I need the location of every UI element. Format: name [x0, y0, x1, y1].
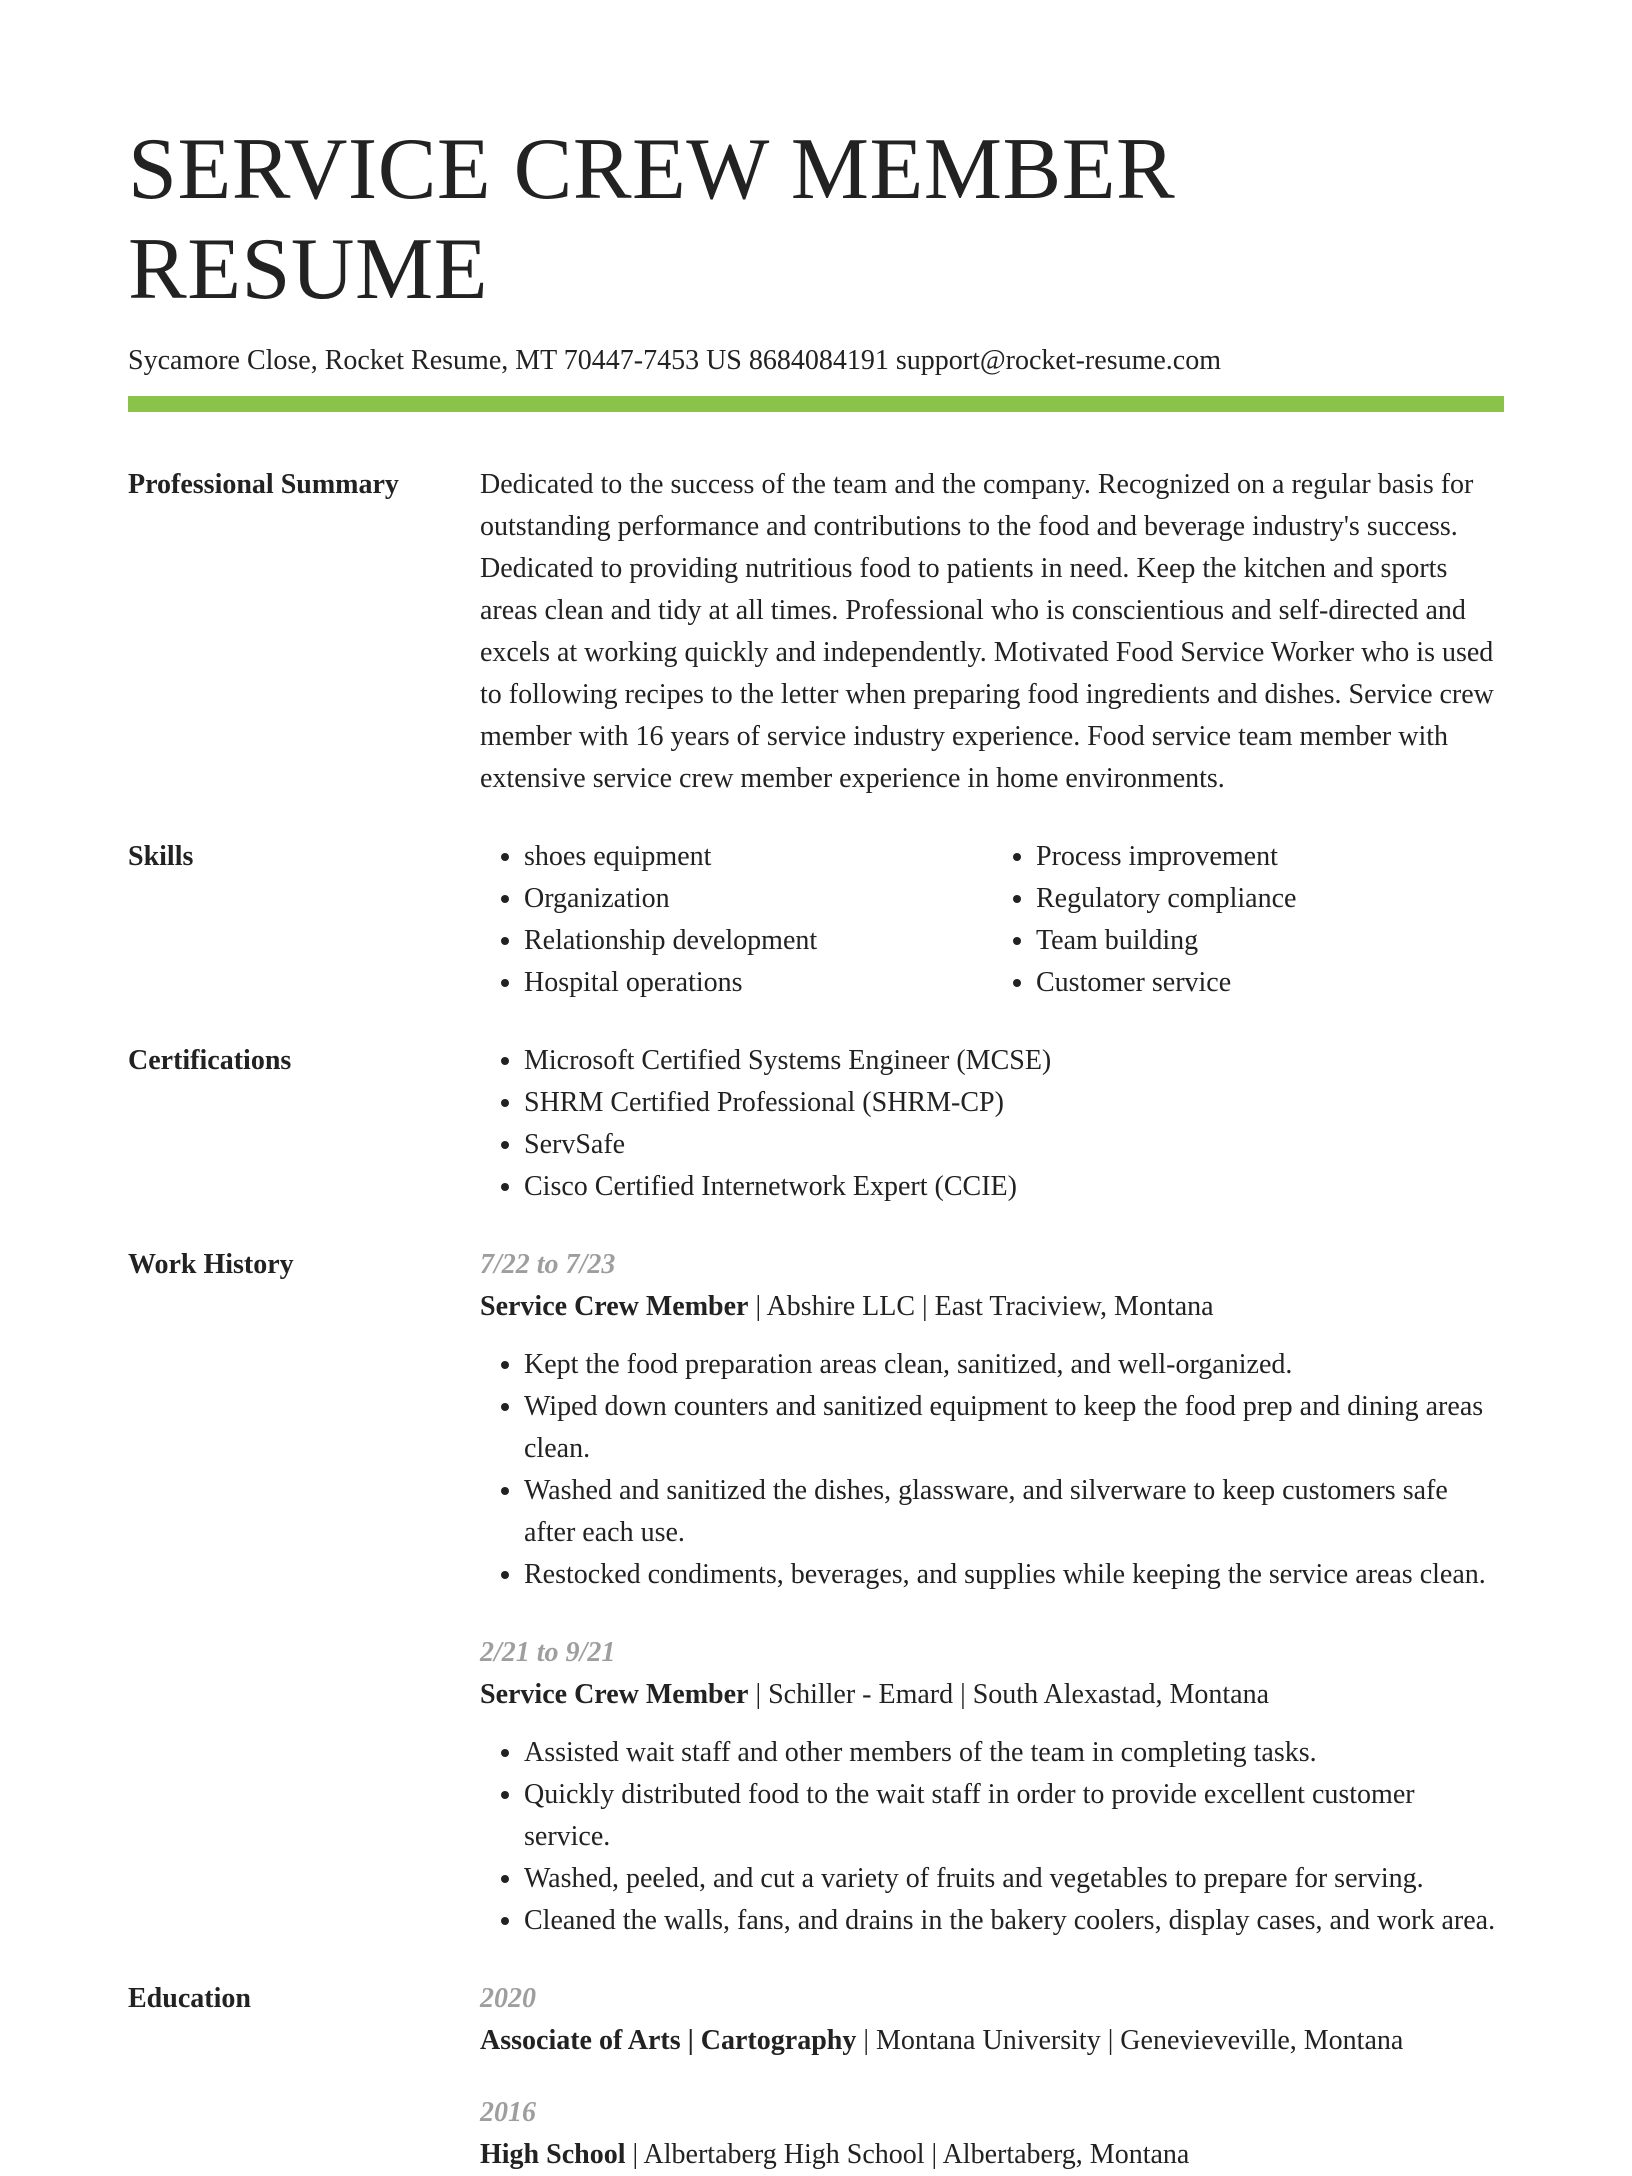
- accent-divider: [128, 396, 1504, 412]
- skill-item: • Team building: [1036, 920, 1504, 962]
- job-entry: [480, 1244, 1504, 1596]
- education-entry: [480, 2092, 1504, 2176]
- job-bullets: [480, 1732, 1504, 1942]
- skills-section: [128, 836, 1504, 1004]
- skills-list-left: [480, 836, 992, 1004]
- skill-item: • Process improvement: [1036, 836, 1504, 878]
- certifications-list: [480, 1040, 1504, 1208]
- section-label-work-history: Work History: [128, 1249, 294, 1280]
- skill-item: • shoes equipment: [524, 836, 992, 878]
- certification-item: • Cisco Certified Internetwork Expert (CCIE): [524, 1166, 1504, 1208]
- job-dates: 7/22 to 7/23: [480, 1249, 616, 1280]
- education-year: 2020: [480, 1983, 536, 2014]
- job-role-line: [480, 1674, 1504, 1716]
- skill-item: • Relationship development: [524, 920, 992, 962]
- summary-text: Dedicated to the success of the team and the company. Recognized on a regular basis for outstanding performance and contributions to the food and beverage industry's success. Dedicated to providing nutritious food to patients in need. Keep the kitchen and sports areas clean and tidy at all times. Professional who is conscientious and self-directed and excels at working quickly and independently. Motivated Food Service Worker who is used to following recipes to the letter when preparing food ingredients and dishes. Service crew member with 16 years of service industry experience. Food service team member with extensive service crew member experience in home environments.: [480, 469, 1494, 794]
- job-bullets: [480, 1344, 1504, 1596]
- skills-list-right: [992, 836, 1504, 1004]
- education-section: [128, 1978, 1504, 2176]
- certification-item: • SHRM Certified Professional (SHRM-CP): [524, 1082, 1504, 1124]
- contact-line: Sycamore Close, Rocket Resume, MT 70447-7453 US 8684084191 support@rocket-resume.com: [128, 345, 1221, 376]
- education-entry: [480, 1978, 1504, 2062]
- section-label-education: Education: [128, 1983, 251, 2014]
- job-dates: 2/21 to 9/21: [480, 1637, 616, 1668]
- section-label-skills: Skills: [128, 841, 194, 872]
- section-label-summary: Professional Summary: [128, 469, 399, 500]
- job-employer: | Abshire LLC | East Traciview, Montana: [748, 1291, 1214, 1322]
- skill-item: • Organization: [524, 878, 992, 920]
- education-school: | Montana University | Genevieveville, Montana: [856, 2025, 1404, 2056]
- resume-title: SERVICE CREW MEMBER RESUME: [128, 121, 1176, 318]
- job-role-line: [480, 1286, 1504, 1328]
- education-line: [480, 2020, 1504, 2062]
- education-line: [480, 2134, 1504, 2176]
- resume-page: [128, 0, 1504, 2176]
- education-school: | Albertaberg High School | Albertaberg, Montana: [625, 2139, 1190, 2170]
- certification-item: • Microsoft Certified Systems Engineer (MCSE): [524, 1040, 1504, 1082]
- job-title: Service Crew Member: [480, 1679, 749, 1710]
- summary-section: [128, 464, 1504, 800]
- section-label-certifications: Certifications: [128, 1045, 292, 1076]
- job-bullet: • Cleaned the walls, fans, and drains in the bakery coolers, display cases, and work area.: [524, 1900, 1504, 1942]
- job-bullet: • Washed and sanitized the dishes, glassware, and silverware to keep customers safe after each use.: [524, 1470, 1504, 1554]
- job-title: Service Crew Member: [480, 1291, 749, 1322]
- skill-item: • Hospital operations: [524, 962, 992, 1004]
- skill-item: • Customer service: [1036, 962, 1504, 1004]
- job-employer: | Schiller - Emard | South Alexastad, Montana: [748, 1679, 1270, 1710]
- job-bullet: • Quickly distributed food to the wait staff in order to provide excellent customer service.: [524, 1774, 1504, 1858]
- education-degree: High School: [480, 2139, 626, 2170]
- certifications-section: [128, 1040, 1504, 1208]
- job-bullet: • Assisted wait staff and other members of the team in completing tasks.: [524, 1732, 1504, 1774]
- job-bullet: • Wiped down counters and sanitized equipment to keep the food prep and dining areas clean.: [524, 1386, 1504, 1470]
- education-degree: Associate of Arts | Cartography: [480, 2025, 857, 2056]
- education-year: 2016: [480, 2097, 536, 2128]
- job-bullet: • Kept the food preparation areas clean, sanitized, and well-organized.: [524, 1344, 1504, 1386]
- skill-item: • Regulatory compliance: [1036, 878, 1504, 920]
- work-history-section: [128, 1244, 1504, 1942]
- job-bullet: • Washed, peeled, and cut a variety of fruits and vegetables to prepare for serving.: [524, 1858, 1504, 1900]
- job-entry: [480, 1632, 1504, 1942]
- certification-item: • ServSafe: [524, 1124, 1504, 1166]
- job-bullet: • Restocked condiments, beverages, and supplies while keeping the service areas clean.: [524, 1554, 1504, 1596]
